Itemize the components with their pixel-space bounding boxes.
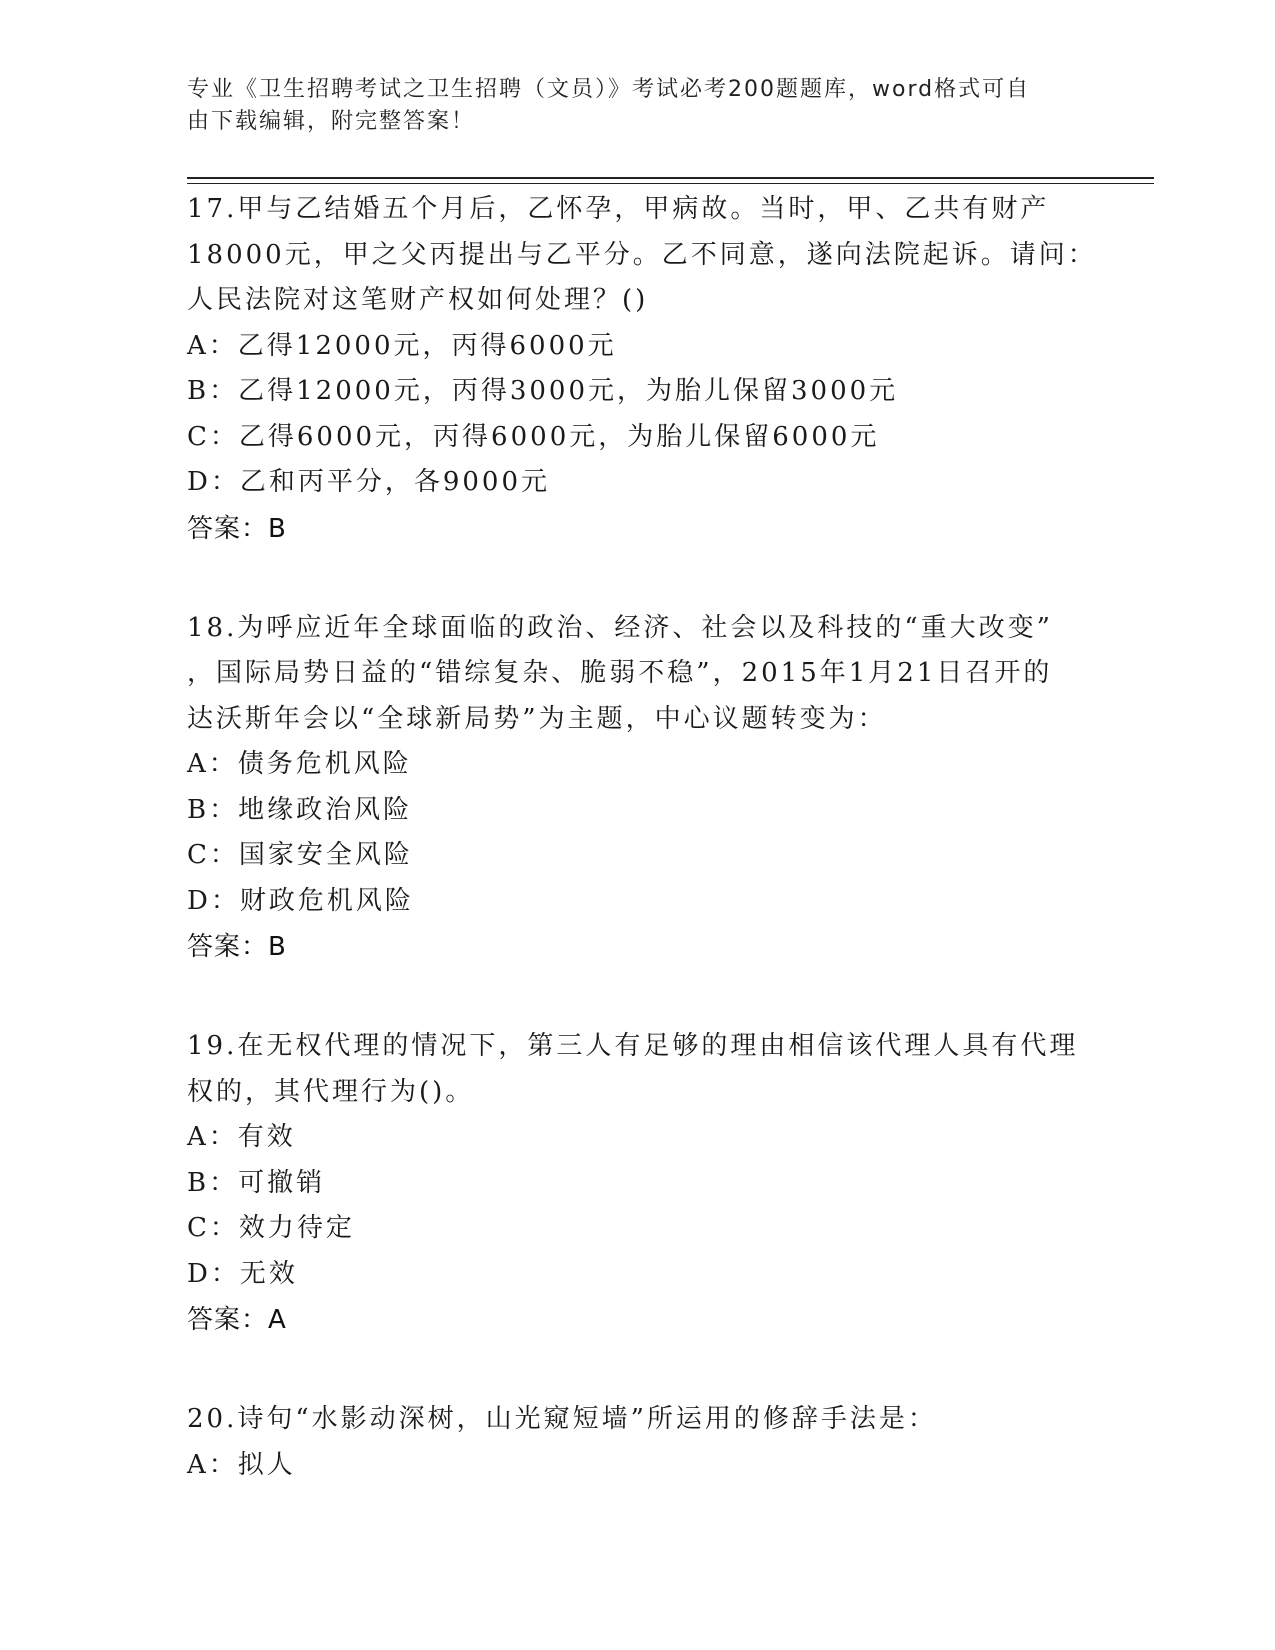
stem-line: 17.甲与乙结婚五个月后，乙怀孕，甲病故。当时，甲、乙共有财产 [187,194,1050,224]
option-c: C：效力待定 [187,1213,355,1243]
answer-label: 答案：B [187,513,287,544]
header-line: 专业《卫生招聘考试之卫生招聘（文员）》考试必考200题题库，word格式可自 [187,77,1031,102]
option-d: D：财政危机风险 [187,885,414,916]
header-divider-thick [187,177,1154,179]
stem-line: 权的，其代理行为()。 [187,1076,475,1107]
question-20 [187,1397,1087,1488]
stem-line: 18000元，甲之父丙提出与乙平分。乙不同意，遂向法院起诉。请问： [187,239,1097,270]
answer-label: 答案：B [187,932,287,962]
question-stem [187,1397,1087,1443]
document-header [187,74,1067,138]
option-a: A：有效 [187,1122,296,1152]
question-17 [187,187,1097,552]
option-a: A：乙得12000元，丙得6000元 [187,330,617,361]
stem-line: 20.诗句“水影动深树，山光窥短墙”所运用的修辞手法是： [187,1404,937,1434]
option-c: C：国家安全风险 [187,840,413,870]
option-b: B：乙得12000元，丙得3000元，为胎儿保留3000元 [187,376,899,406]
stem-line: 18.为呼应近年全球面临的政治、经济、社会以及科技的“重大改变” [187,612,1053,643]
stem-line: ，国际局势日益的“错综复杂、脆弱不稳”，2015年1月21日召开的 [187,658,1053,688]
stem-line: 达沃斯年会以“全球新局势”为主题，中心议题转变为： [187,703,887,734]
question-18 [187,606,1087,971]
question-19 [187,1024,1087,1343]
header-divider-thin [187,183,1154,184]
option-d: D：乙和丙平分，各9000元 [187,467,551,497]
option-a: A：债务危机风险 [187,749,412,779]
option-b: B：地缘政治风险 [187,794,413,825]
question-stem [187,1024,1087,1115]
option-c: C：乙得6000元，丙得6000元，为胎儿保留6000元 [187,421,880,452]
answer-label: 答案：A [187,1305,287,1335]
question-stem [187,187,1097,324]
question-stem [187,606,1087,743]
question-list [187,187,1097,1542]
option-d: D：无效 [187,1258,298,1289]
stem-line: 人民法院对这笔财产权如何处理？() [187,285,649,315]
option-a: A：拟人 [187,1449,296,1480]
stem-line: 19.在无权代理的情况下，第三人有足够的理由相信该代理人具有代理 [187,1031,1079,1061]
header-line: 由下载编辑，附完整答案！ [187,109,476,134]
option-b: B：可撤销 [187,1167,326,1198]
